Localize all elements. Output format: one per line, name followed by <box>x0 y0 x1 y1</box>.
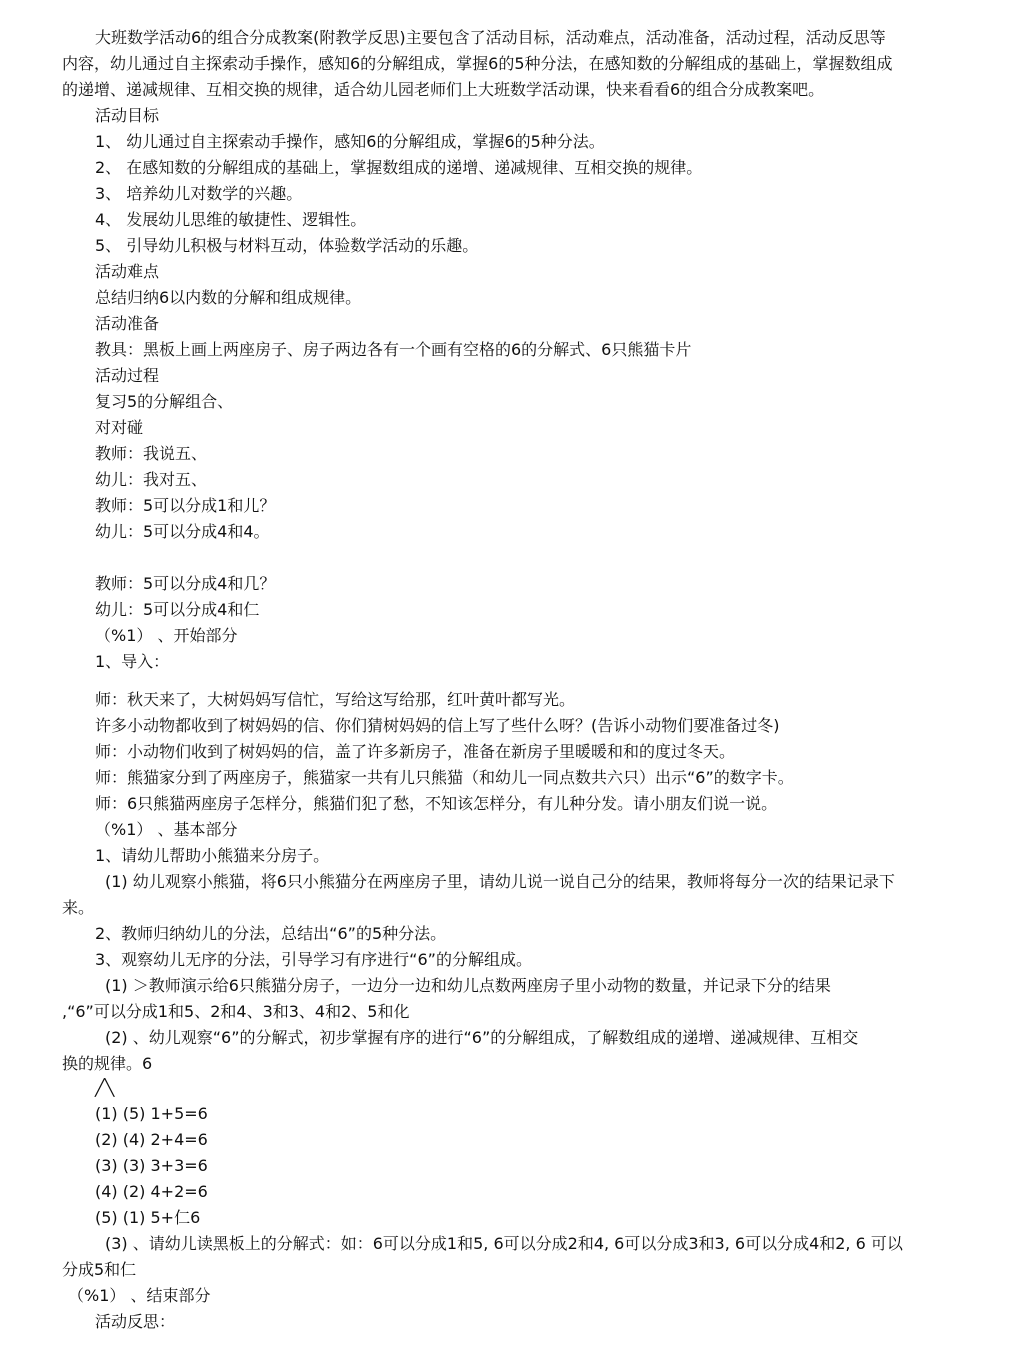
review-line-4: 幼儿：我对五、 <box>95 470 208 489</box>
review-line-8: 幼儿：5可以分成4和仁 <box>95 600 260 619</box>
sub3-line-1: (3) 、请幼儿读黑板上的分解式：如：6可以分成1和5, 6可以分成2和4, 6可以分成3和3, 6可以分成4和2, 6 可以 <box>105 1234 903 1253</box>
goal-item-5: 5、 引导幼儿积极与材料互动，体验数学活动的乐趣。 <box>95 236 479 255</box>
goal-item-2: 2、 在感知数的分解组成的基础上，掌握数组成的递增、递减规律、互相交换的规律。 <box>95 158 703 177</box>
goal-item-4: 4、 发展幼儿思维的敏捷性、逻辑性。 <box>95 210 367 229</box>
basic-step-1-sub-line-1: (1) 幼儿观察小熊猫，将6只小熊猫分在两座房子里，请幼儿说一说自己分的结果，教师将每分一次的结果记录下 <box>105 872 895 891</box>
story-line-1: 师：秋天来了，大树妈妈写信忙，写给这写给那，红叶黄叶都写光。 <box>95 690 576 709</box>
intro-line-3: 的递增、递减规律、互相交换的规律，适合幼儿园老师们上大班数学活动课，快来看看6的组合分成教案吧。 <box>62 80 825 99</box>
review-line-7: 教师：5可以分成4和几？ <box>95 574 276 593</box>
sub1-line-2: ,“6”可以分成1和5、2和4、3和3、4和2、5和化 <box>62 1002 410 1021</box>
goal-item-1: 1、 幼儿通过自主探索动手操作，感知6的分解组成，掌握6的5种分法。 <box>95 132 605 151</box>
reflection-heading: 活动反思： <box>95 1312 176 1331</box>
sub2-line-2: 换的规律。6 <box>62 1054 153 1073</box>
story-line-5: 师：6只熊猫两座房子怎样分，熊猫们犯了愁，不知该怎样分，有儿种分发。请小朋友们说一说。 <box>95 794 778 813</box>
equation-5: (5) (1) 5+仁6 <box>95 1208 201 1227</box>
basic-step-1-sub-line-2: 来。 <box>62 898 95 917</box>
sub3-line-2: 分成5和仁 <box>62 1260 137 1279</box>
end-section-heading: （%1） 、结束部分 <box>68 1286 211 1305</box>
equation-4: (4) (2) 4+2=6 <box>95 1182 208 1201</box>
intro-line-1: 大班数学活动6的组合分成教案(附教学反思)主要包含了活动目标，活动难点，活动准备，活动过程，活动反思等 <box>95 28 886 47</box>
equation-2: (2) (4) 2+4=6 <box>95 1130 208 1149</box>
intro-step: 1、导入： <box>95 652 170 671</box>
basic-step-3: 3、观察幼儿无序的分法，引导学习有序进行“6”的分解组成。 <box>95 950 532 969</box>
difficulty-text: 总结归纳6以内数的分解和组成规律。 <box>95 288 362 307</box>
story-line-2: 许多小动物都收到了树妈妈的信、你们猜树妈妈的信上写了些什么呀？(告诉小动物们要准备过冬) <box>95 716 780 735</box>
review-line-6: 幼儿：5可以分成4和4。 <box>95 522 270 541</box>
review-line-5: 教师：5可以分成1和儿？ <box>95 496 276 515</box>
equation-1: (1) (5) 1+5=6 <box>95 1104 208 1123</box>
basic-step-2: 2、教师归纳幼儿的分法，总结出“6”的5种分法。 <box>95 924 447 943</box>
intro-line-2: 内容，幼儿通过自主探索动手操作，感知6的分解组成，掌握6的5种分法，在感知数的分解组成的基础上，掌握数组成 <box>62 54 893 73</box>
story-line-4: 师：熊猫家分到了两座房子，熊猫家一共有儿只熊猫（和幼儿一同点数共六只）出示“6”的数字卡。 <box>95 768 794 787</box>
start-section-heading: （%1） 、开始部分 <box>95 626 238 645</box>
review-line-3: 教师：我说五、 <box>95 444 208 463</box>
difficulty-heading: 活动难点 <box>95 262 160 281</box>
process-heading: 活动过程 <box>95 366 160 385</box>
equation-3: (3) (3) 3+3=6 <box>95 1156 208 1175</box>
story-line-3: 师：小动物们收到了树妈妈的信，盖了许多新房子，准备在新房子里暖暖和和的度过冬天。 <box>95 742 736 761</box>
goals-heading: 活动目标 <box>95 106 160 125</box>
review-line-2: 对对碰 <box>95 418 144 437</box>
review-line-1: 复习5的分解组合、 <box>95 392 234 411</box>
prep-text: 教具：黑板上画上两座房子、房子两边各有一个画有空格的6的分解式、6只熊猫卡片 <box>95 340 692 359</box>
sub2-line-1: (2) 、幼儿观察“6”的分解式，初步掌握有序的进行“6”的分解组成，了解数组成的递增、递减规律、互相交 <box>105 1028 859 1047</box>
sub1-line-1: (1) ＞教师演示给6只熊猫分房子，一边分一边和幼儿点数两座房子里小动物的数量，并记录下分的结果 <box>105 976 831 995</box>
basic-step-1: 1、请幼儿帮助小熊猫来分房子。 <box>95 846 330 865</box>
basic-section-heading: （%1） 、基本部分 <box>95 820 238 839</box>
prep-heading: 活动准备 <box>95 314 160 333</box>
tree-mark: ╱╲ <box>95 1078 115 1097</box>
goal-item-3: 3、 培养幼儿对数学的兴趣。 <box>95 184 303 203</box>
